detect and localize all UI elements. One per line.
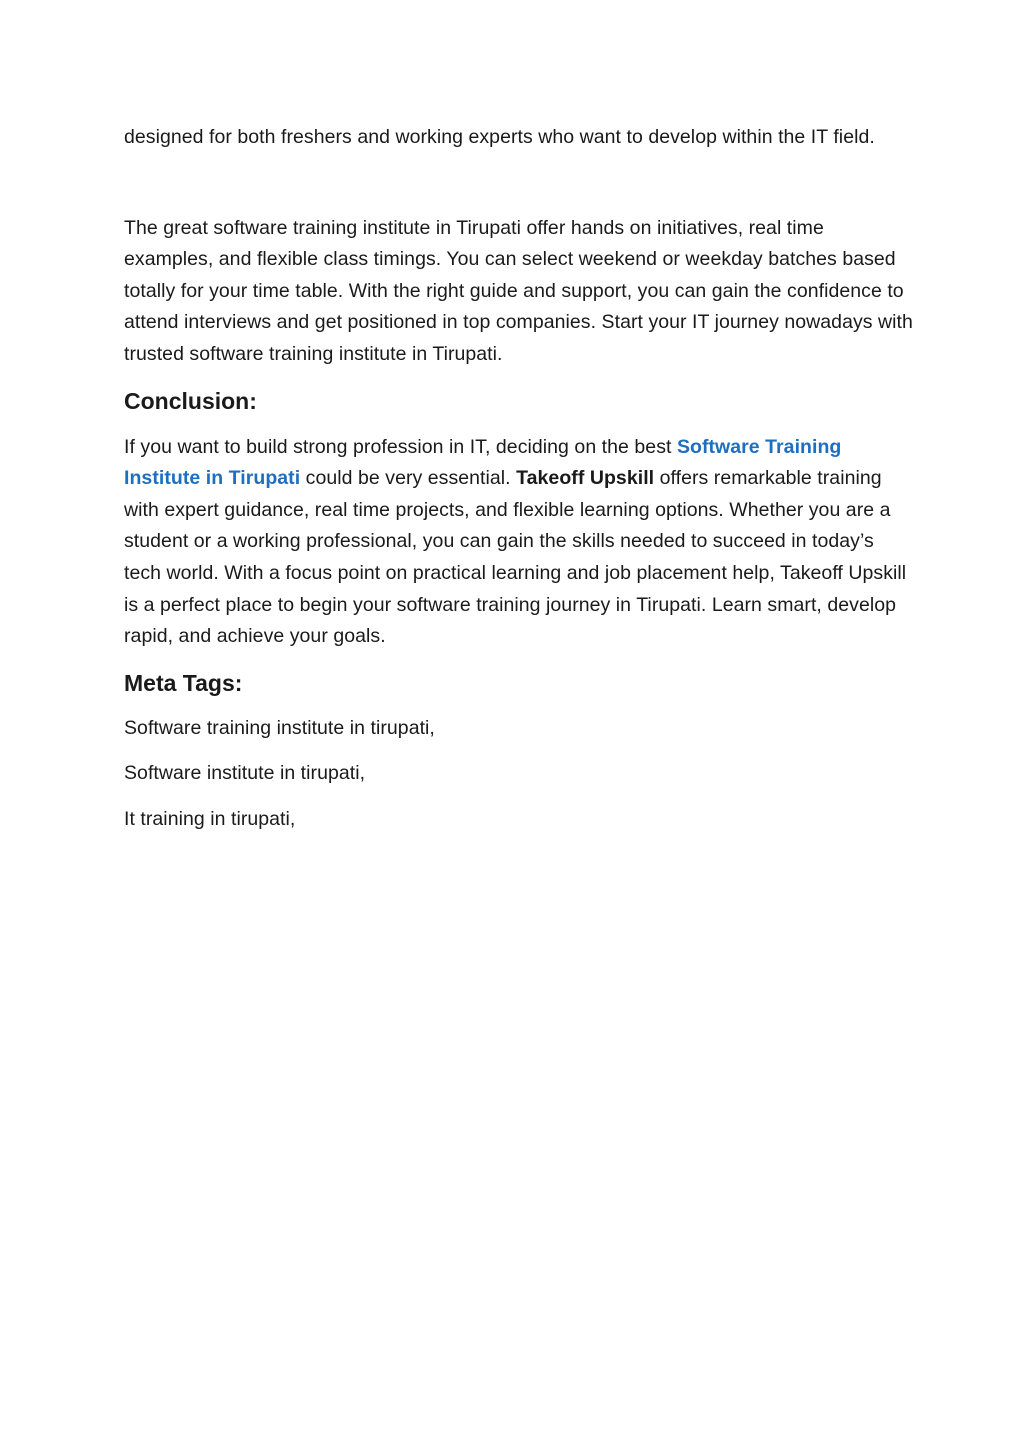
offer-paragraph: The great software training institute in Tirupati offer hands on initiatives, real time examples, and flexible class timings. You can select weekend or weekday batches based totally for your time table. With the right guide and support, you can gain the confidence to attend interviews and get positioned in top companies. Start your IT journey nowadays with trusted software training institute in Tirupati. <box>124 216 913 365</box>
meta-tag-item: It training in tirupati, <box>124 807 296 830</box>
brand-name: Takeoff Upskill <box>516 467 655 490</box>
conclusion-text-start: If you want to build strong profession in IT, deciding on the best <box>124 435 677 458</box>
conclusion-heading: Conclusion: <box>124 387 257 414</box>
intro-paragraph: designed for both freshers and working experts who want to develop within the IT field. <box>124 126 875 148</box>
document-body <box>124 122 914 850</box>
conclusion-paragraph <box>124 432 914 653</box>
software-training-institute-link[interactable]: Software Training Institute in Tirupati <box>124 435 842 490</box>
meta-tag-item: Software institute in tirupati, <box>124 762 366 785</box>
conclusion-text-middle: could be very essential. <box>300 467 517 490</box>
meta-tag-item: Software training institute in tirupati, <box>124 716 435 739</box>
meta-tags-heading: Meta Tags: <box>124 669 243 696</box>
conclusion-text-end: offers remarkable training with expert guidance, real time projects, and flexible learning options. Whether you are a student or a working professional, you can gain the skills needed to succeed in today’s tech world. With a focus point on practical learning and job placement help, Takeoff Upskill is a perfect place to begin your software training journey in Tirupati. Learn smart, develop rapid, and achieve your goals. <box>124 467 907 648</box>
